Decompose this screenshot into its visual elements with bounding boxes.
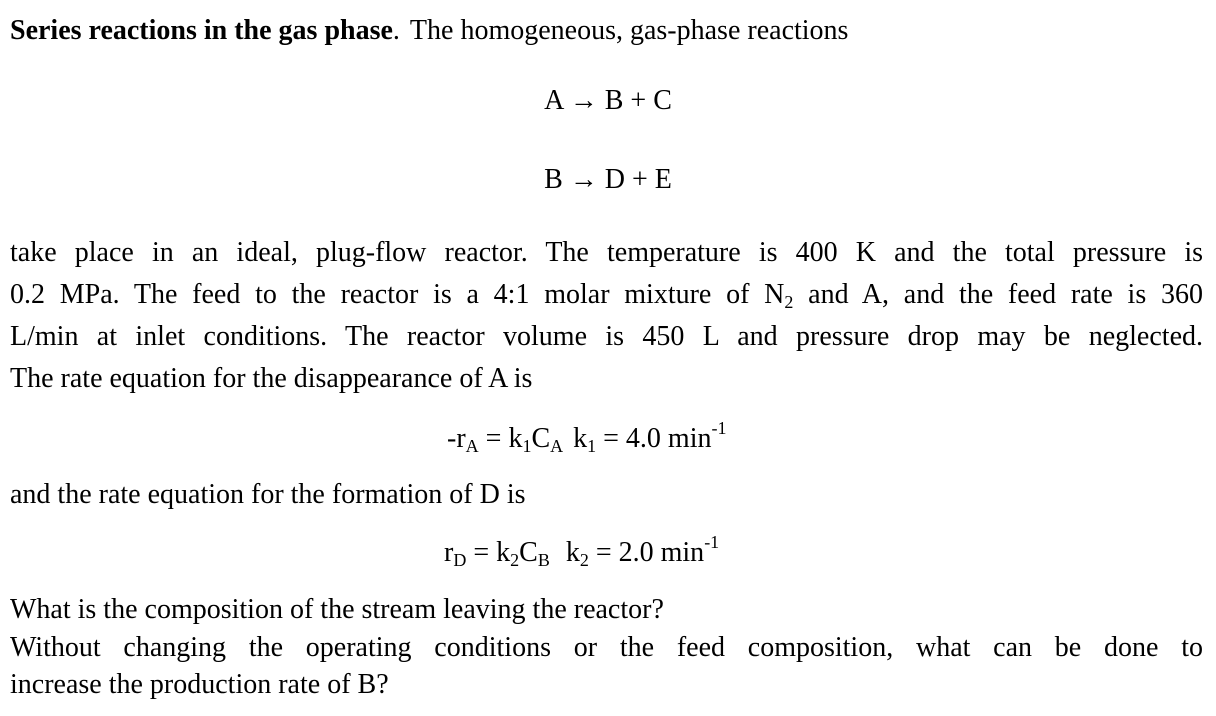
title-period: . bbox=[392, 15, 400, 46]
paragraph-line-4: The rate equation for the disappearance of A is bbox=[10, 363, 533, 394]
question-2-line-2: increase the production rate of B? bbox=[10, 669, 389, 700]
question-2-line-1: Without changing the operating conditions or the feed composition, what can be done to bbox=[10, 632, 1203, 663]
reaction-1: A → B + C bbox=[544, 85, 672, 116]
rate-equation-d: $r_D = k_2C_B$ $k_2 = 2.0$ $\min^{-1}$ bbox=[444, 532, 720, 570]
paragraph-line-2: 0.2 MPa. The feed to the reactor is a 4:1 molar mixture of $N_2$ and A, and the feed rate is 360 bbox=[10, 279, 1203, 312]
reaction-2: B → D + E bbox=[544, 164, 672, 195]
problem-heading-line bbox=[10, 14, 848, 48]
paragraph-line-1: take place in an ideal, plug-flow reactor. The temperature is 400 K and the total pressure is bbox=[10, 237, 1203, 268]
intro-text: The homogeneous, gas-phase reactions bbox=[409, 15, 849, 46]
problem-title: Series reactions in the gas phase bbox=[10, 15, 393, 46]
mid-text: and the rate equation for the formation of D is bbox=[10, 479, 526, 510]
paragraph-line-3: L/min at inlet conditions. The reactor volume is 450 L and pressure drop may be neglected. bbox=[10, 321, 1203, 352]
question-1: What is the composition of the stream leaving the reactor? bbox=[10, 594, 664, 625]
rate-equation-a: $-r_A = k_1C_A$ $k_1 = 4.0$ $\min^{-1}$ bbox=[447, 418, 727, 456]
